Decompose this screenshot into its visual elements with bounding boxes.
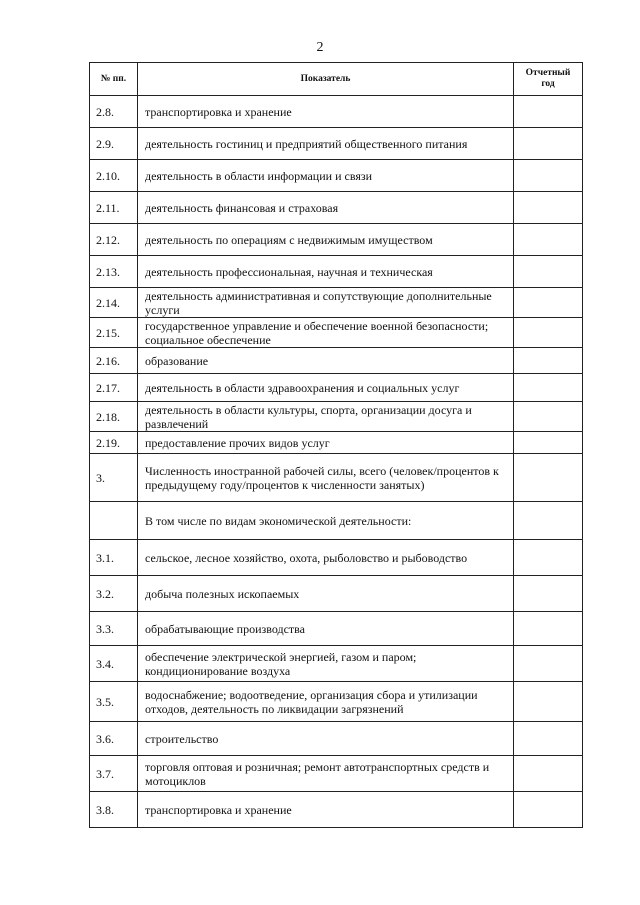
row-label: сельское, лесное хозяйство, охота, рыболовство и рыбоводство <box>138 540 514 576</box>
row-value <box>514 646 583 682</box>
row-num: 2.18. <box>90 402 138 432</box>
row-label: деятельность финансовая и страховая <box>138 192 514 224</box>
table-row <box>90 374 583 402</box>
row-label: предоставление прочих видов услуг <box>138 432 514 454</box>
table-row <box>90 224 583 256</box>
row-num: 3.3. <box>90 612 138 646</box>
row-value <box>514 402 583 432</box>
table-row <box>90 540 583 576</box>
row-value <box>514 722 583 756</box>
row-label: добыча полезных ископаемых <box>138 576 514 612</box>
row-value <box>514 192 583 224</box>
row-label: деятельность административная и сопутствующие дополнительные услуги <box>138 288 514 318</box>
row-value <box>514 256 583 288</box>
row-value <box>514 224 583 256</box>
row-num: 2.12. <box>90 224 138 256</box>
row-label: деятельность профессиональная, научная и техническая <box>138 256 514 288</box>
row-label: обеспечение электрической энергией, газом и паром; кондиционирование воздуха <box>138 646 514 682</box>
row-value <box>514 160 583 192</box>
row-num: 3.5. <box>90 682 138 722</box>
page-number: 2 <box>316 40 324 55</box>
row-num: 3. <box>90 454 138 502</box>
table-row <box>90 756 583 792</box>
table-row <box>90 128 583 160</box>
row-label: деятельность в области информации и связи <box>138 160 514 192</box>
row-label: транспортировка и хранение <box>138 96 514 128</box>
row-label: государственное управление и обеспечение военной безопасности; социальное обеспечение <box>138 318 514 348</box>
row-num: 2.8. <box>90 96 138 128</box>
row-value <box>514 288 583 318</box>
row-value <box>514 432 583 454</box>
row-label: деятельность в области здравоохранения и социальных услуг <box>138 374 514 402</box>
row-num: 3.6. <box>90 722 138 756</box>
table-row <box>90 646 583 682</box>
row-label: деятельность гостиниц и предприятий общественного питания <box>138 128 514 160</box>
table-row <box>90 682 583 722</box>
row-value <box>514 576 583 612</box>
table-row <box>90 432 583 454</box>
row-label: транспортировка и хранение <box>138 792 514 828</box>
table-row <box>90 318 583 348</box>
row-value <box>514 318 583 348</box>
row-value <box>514 682 583 722</box>
table-row <box>90 502 583 540</box>
row-num: 2.9. <box>90 128 138 160</box>
row-num: 2.19. <box>90 432 138 454</box>
table-row <box>90 96 583 128</box>
row-num: 2.14. <box>90 288 138 318</box>
row-num: 3.4. <box>90 646 138 682</box>
row-num: 3.2. <box>90 576 138 612</box>
table-row <box>90 612 583 646</box>
row-label: строительство <box>138 722 514 756</box>
row-label: торговля оптовая и розничная; ремонт автотранспортных средств и мотоциклов <box>138 756 514 792</box>
row-num: 2.10. <box>90 160 138 192</box>
row-value <box>514 96 583 128</box>
row-num: 2.13. <box>90 256 138 288</box>
row-num: 3.1. <box>90 540 138 576</box>
row-label: В том числе по видам экономической деятельности: <box>138 502 514 540</box>
table-row <box>90 348 583 374</box>
table-row <box>90 402 583 432</box>
header-num: № пп. <box>90 63 138 96</box>
row-value <box>514 502 583 540</box>
row-num: 3.8. <box>90 792 138 828</box>
table-row <box>90 288 583 318</box>
header-year: Отчетный год <box>514 63 583 96</box>
row-label: водоснабжение; водоотведение, организация сбора и утилизации отходов, деятельность по ликвидации загрязнений <box>138 682 514 722</box>
row-label: деятельность в области культуры, спорта, организации досуга и развлечений <box>138 402 514 432</box>
table-row <box>90 160 583 192</box>
table-header-row <box>90 63 583 96</box>
row-value <box>514 612 583 646</box>
row-num: 2.16. <box>90 348 138 374</box>
table-row <box>90 192 583 224</box>
table-row <box>90 722 583 756</box>
row-value <box>514 454 583 502</box>
table-row <box>90 792 583 828</box>
row-value <box>514 128 583 160</box>
row-value <box>514 540 583 576</box>
indicators-table <box>89 62 583 828</box>
row-label: обрабатывающие производства <box>138 612 514 646</box>
row-label: деятельность по операциям с недвижимым имуществом <box>138 224 514 256</box>
row-value <box>514 792 583 828</box>
header-indicator: Показатель <box>138 63 514 96</box>
row-num: 2.17. <box>90 374 138 402</box>
row-num: 2.11. <box>90 192 138 224</box>
row-num: 2.15. <box>90 318 138 348</box>
row-num: 3.7. <box>90 756 138 792</box>
table-row <box>90 256 583 288</box>
row-value <box>514 348 583 374</box>
table-row <box>90 576 583 612</box>
row-value <box>514 374 583 402</box>
row-label: Численность иностранной рабочей силы, всего (человек/процентов к предыдущему году/процентов к численности занятых) <box>138 454 514 502</box>
row-num <box>90 502 138 540</box>
row-value <box>514 756 583 792</box>
table-row <box>90 454 583 502</box>
row-label: образование <box>138 348 514 374</box>
